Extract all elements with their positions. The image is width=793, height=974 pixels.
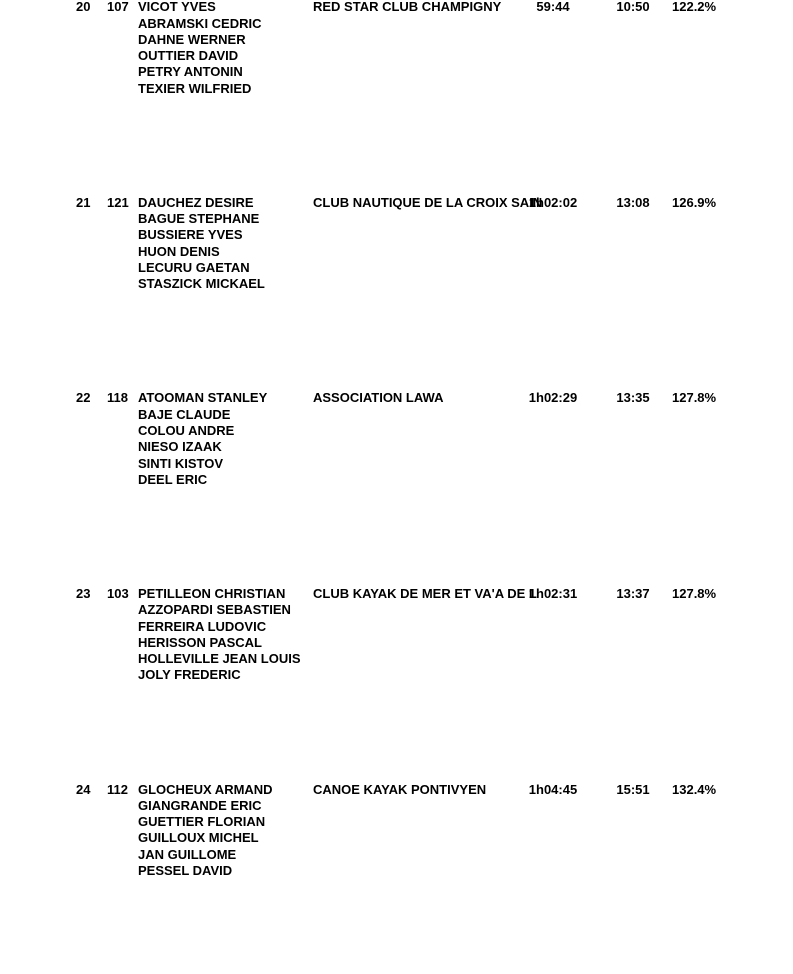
finish-time: 1h02:29 bbox=[528, 390, 578, 406]
time-gap: 13:08 bbox=[616, 194, 650, 210]
percent-of-winner: 122.2% bbox=[672, 0, 717, 15]
crew-member: GUETTIER FLORIAN bbox=[138, 814, 266, 830]
time-gap: 13:37 bbox=[616, 585, 650, 601]
result-entry bbox=[0, 390, 793, 586]
crew-member: GLOCHEUX ARMAND bbox=[138, 781, 273, 797]
result-entry bbox=[0, 195, 793, 391]
crew-member: HERISSON PASCAL bbox=[138, 634, 262, 650]
crew-member: FERREIRA LUDOVIC bbox=[138, 618, 267, 634]
crew-member: COLOU ANDRE bbox=[138, 422, 235, 438]
finish-time: 1h02:02 bbox=[528, 194, 578, 210]
rank: 22 bbox=[76, 390, 91, 406]
time-gap: 10:50 bbox=[616, 0, 650, 15]
time-gap: 15:51 bbox=[616, 781, 650, 797]
bib-number: 121 bbox=[107, 194, 129, 210]
finish-time: 1h04:45 bbox=[528, 781, 578, 797]
crew-member: DAHNE WERNER bbox=[138, 31, 246, 47]
crew-member: PESSEL DAVID bbox=[138, 863, 233, 879]
result-entry bbox=[0, 782, 793, 974]
crew-member: PETILLEON CHRISTIAN bbox=[138, 585, 286, 601]
crew-member: BAGUE STEPHANE bbox=[138, 211, 260, 227]
rank: 24 bbox=[76, 781, 91, 797]
finish-time: 59:44 bbox=[536, 0, 570, 15]
crew-member: BUSSIERE YVES bbox=[138, 227, 243, 243]
crew-member: LECURU GAETAN bbox=[138, 259, 250, 275]
bib-number: 103 bbox=[107, 585, 129, 601]
crew-member: JAN GUILLOME bbox=[138, 846, 237, 862]
crew-list bbox=[138, 195, 265, 293]
club-name: CLUB NAUTIQUE DE LA CROIX SAIN bbox=[313, 194, 543, 210]
club-name: CANOE KAYAK PONTIVYEN bbox=[313, 781, 487, 797]
crew-member: DEEL ERIC bbox=[138, 471, 208, 487]
crew-member: DAUCHEZ DESIRE bbox=[138, 194, 254, 210]
result-entry bbox=[0, 586, 793, 782]
club-name: ASSOCIATION LAWA bbox=[313, 390, 444, 406]
crew-member: VICOT YVES bbox=[138, 0, 216, 15]
percent-of-winner: 132.4% bbox=[672, 781, 717, 797]
crew-list bbox=[138, 586, 301, 684]
crew-list bbox=[138, 0, 262, 97]
finish-time: 1h02:31 bbox=[528, 585, 578, 601]
rank: 20 bbox=[76, 0, 91, 15]
crew-member: TEXIER WILFRIED bbox=[138, 80, 252, 96]
result-entry bbox=[0, 0, 793, 195]
bib-number: 118 bbox=[107, 390, 128, 406]
rank: 23 bbox=[76, 585, 91, 601]
crew-member: PETRY ANTONIN bbox=[138, 64, 243, 80]
percent-of-winner: 126.9% bbox=[672, 194, 717, 210]
crew-list bbox=[138, 390, 267, 488]
crew-member: ATOOMAN STANLEY bbox=[138, 390, 268, 406]
crew-member: ABRAMSKI CEDRIC bbox=[138, 15, 262, 31]
crew-member: NIESO IZAAK bbox=[138, 439, 222, 455]
crew-member: GIANGRANDE ERIC bbox=[138, 797, 262, 813]
crew-member: OUTTIER DAVID bbox=[138, 48, 239, 64]
percent-of-winner: 127.8% bbox=[672, 585, 717, 601]
crew-member: AZZOPARDI SEBASTIEN bbox=[138, 602, 291, 618]
club-name: CLUB KAYAK DE MER ET VA'A DE L bbox=[313, 585, 537, 601]
crew-member: BAJE CLAUDE bbox=[138, 406, 231, 422]
bib-number: 107 bbox=[107, 0, 129, 15]
crew-member: HOLLEVILLE JEAN LOUIS bbox=[138, 651, 301, 667]
crew-member: STASZICK MICKAEL bbox=[138, 276, 265, 292]
crew-member: HUON DENIS bbox=[138, 243, 220, 259]
club-name: RED STAR CLUB CHAMPIGNY bbox=[313, 0, 502, 15]
time-gap: 13:35 bbox=[616, 390, 650, 406]
crew-list bbox=[138, 782, 273, 880]
percent-of-winner: 127.8% bbox=[672, 390, 717, 406]
rank: 21 bbox=[76, 194, 91, 210]
crew-member: GUILLOUX MICHEL bbox=[138, 830, 259, 846]
crew-member: JOLY FREDERIC bbox=[138, 667, 241, 683]
bib-number: 112 bbox=[107, 781, 128, 797]
crew-member: SINTI KISTOV bbox=[138, 455, 223, 471]
